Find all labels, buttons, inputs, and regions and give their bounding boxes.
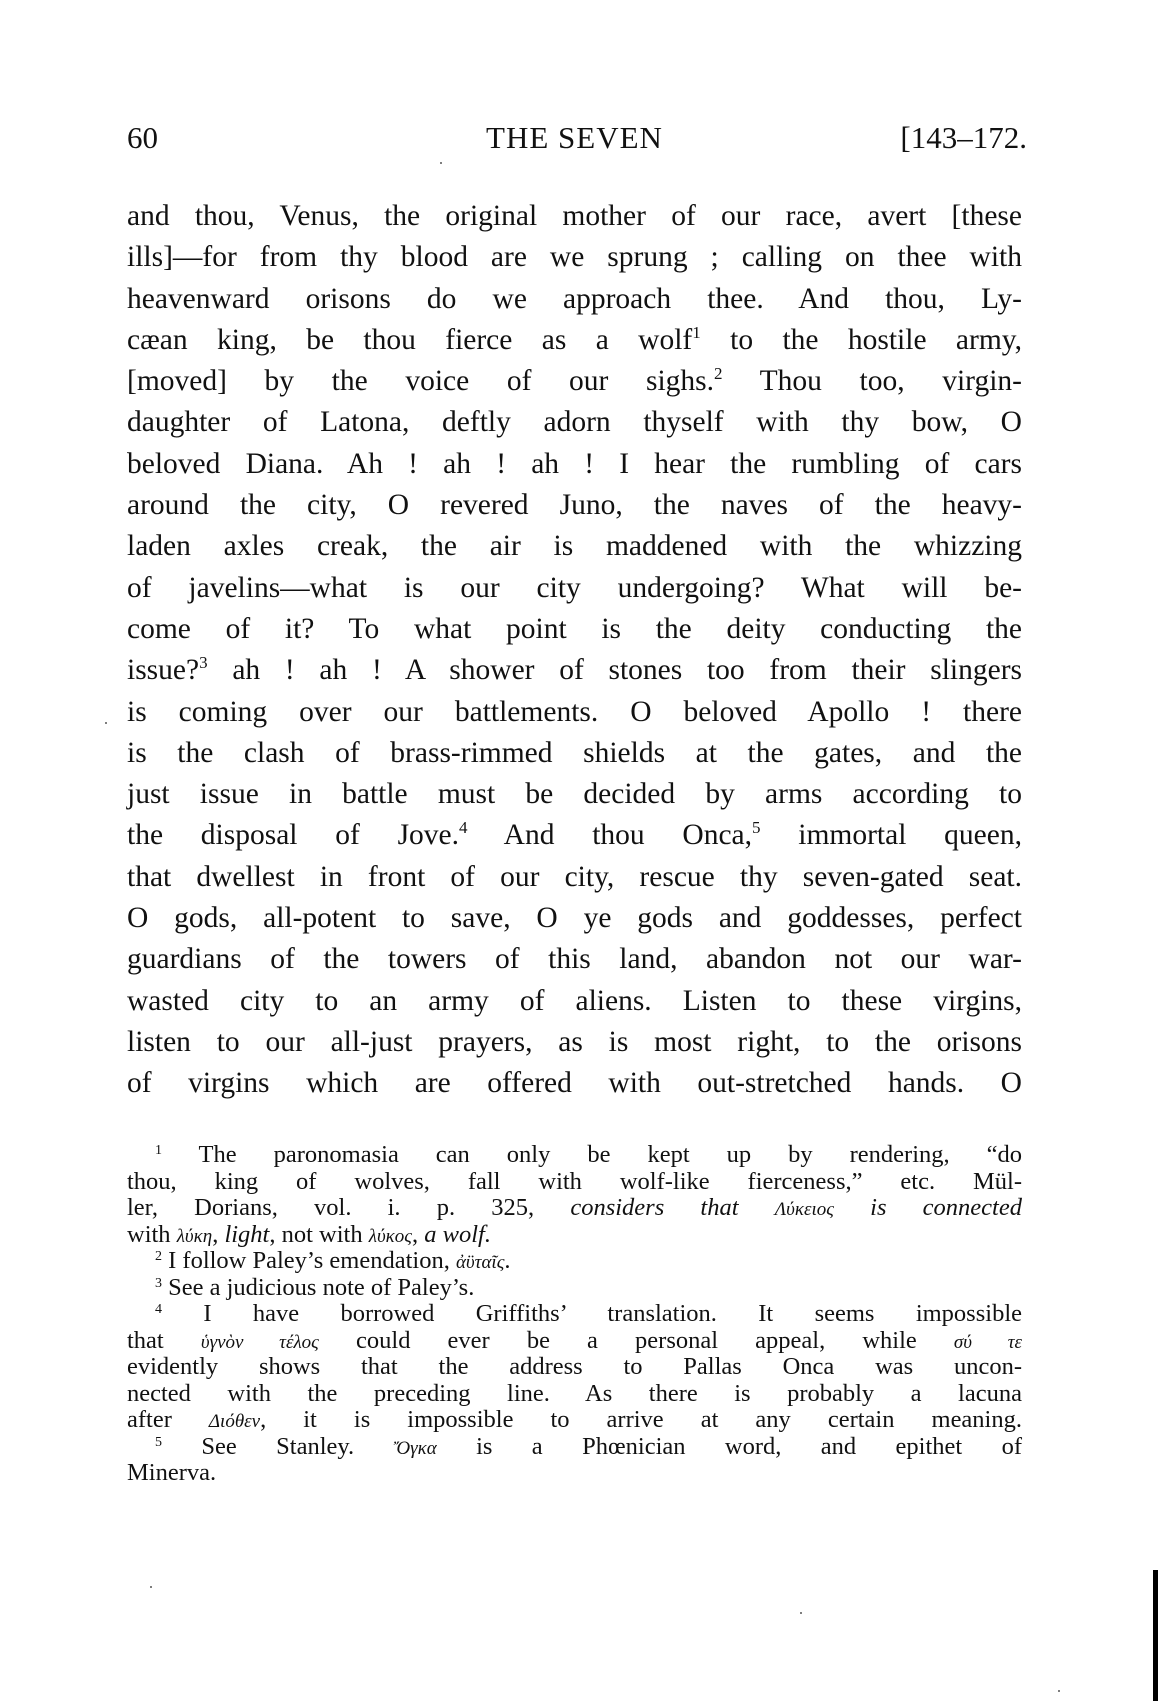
footnote-4-line: after Διόθεν, it is impossible to arrive at any certain meaning.: [127, 1406, 1022, 1433]
text-line: and thou, Venus, the original mother of our race, avert [these: [127, 200, 1022, 232]
footnote-ref[interactable]: 1: [692, 322, 701, 342]
footnote-4-line: evidently shows that the address to Pallas Onca was uncon-: [127, 1353, 1022, 1380]
main-text: [127, 196, 1022, 1105]
text-line: the disposal of Jove.$^4$ And thou Onca,$^5$ immortal queen,: [127, 818, 1022, 852]
footnote-3: $^3$ See a judicious note of Paley’s.: [155, 1273, 475, 1301]
footnote-ref[interactable]: 3: [199, 653, 208, 673]
line-range: [143–172.: [900, 120, 1027, 155]
text-line: guardians of the towers of this land, abandon not our war-: [127, 943, 1022, 976]
text-line: issue?$^3$ ah ! ah ! A shower of stones too from their slingers: [127, 653, 1022, 687]
text-line: of javelins—what is our city undergoing? What will be-: [127, 571, 1022, 604]
scan-speck: [1058, 1690, 1060, 1692]
footnote-2: $^2$ I follow Paley’s emendation, ἀϋταῖς.: [155, 1247, 511, 1274]
text-line: cæan king, be thou fierce as a wolf$^1$ to the hostile army,: [127, 322, 1022, 356]
text-line: ills]—for from thy blood are we sprung ; calling on thee with: [127, 241, 1022, 274]
text-line: just issue in battle must be decided by arms according to: [127, 778, 1022, 811]
running-header: [127, 118, 1027, 158]
scan-edge-bar: [1153, 1570, 1158, 1701]
footnote-5-line: Minerva.: [127, 1459, 217, 1486]
text-line: O gods, all-potent to save, O ye gods and goddesses, perfect: [127, 902, 1022, 935]
text-line: [moved] by the voice of our sighs.$^2$ Thou too, virgin-: [127, 364, 1022, 398]
scan-speck: [800, 1612, 802, 1614]
scan-speck: [105, 722, 107, 724]
text-line: heavenward orisons do we approach thee. And thou, Ly-: [127, 282, 1022, 315]
footnotes: [127, 1142, 1022, 1487]
text-line: around the city, O revered Juno, the naves of the heavy-: [127, 489, 1022, 522]
text-line: is coming over our battlements. O beloved Apollo ! there: [127, 695, 1022, 728]
footnote-ref[interactable]: 5: [752, 818, 761, 838]
footnote-4-line: nected with the preceding line. As there is probably a lacuna: [127, 1379, 1022, 1407]
page-number: 60: [127, 120, 158, 155]
text-line: of virgins which are offered with out-stretched hands. O: [127, 1067, 1022, 1100]
text-line: listen to our all-just prayers, as is most right, to the orisons: [127, 1025, 1022, 1058]
text-line: daughter of Latona, deftly adorn thyself with thy bow, O: [127, 406, 1022, 439]
running-title: THE SEVEN: [486, 120, 663, 155]
text-line: laden axles creak, the air is maddened with the whizzing: [127, 530, 1022, 563]
footnote-1: $^1$ The paronomasia can only be kept up by rendering, “do: [155, 1141, 1022, 1168]
footnote-4: $^4$ I have borrowed Griffiths’ translation. It seems impossible: [155, 1300, 1022, 1327]
text-line: beloved Diana. Ah ! ah ! ah ! I hear the rumbling of cars: [127, 447, 1022, 480]
text-line: wasted city to an army of aliens. Listen to these virgins,: [127, 984, 1022, 1017]
footnote-1-line: with λύκη, light, not with λύκος, a wolf.: [127, 1220, 491, 1248]
footnote-ref[interactable]: 4: [459, 818, 468, 838]
scan-speck: [440, 162, 442, 164]
text-line: is the clash of brass-rimmed shields at the gates, and the: [127, 736, 1022, 769]
text-line: come of it? To what point is the deity conducting the: [127, 612, 1022, 645]
footnote-5: $^5$ See Stanley. Ὄγκα is a Phœnician word, and epithet of: [155, 1432, 1022, 1460]
footnote-1-line: ler, Dorians, vol. i. p. 325, considers that Λύκειος is connected: [127, 1194, 1022, 1221]
footnote-1-line: thou, king of wolves, fall with wolf-like fierceness,” etc. Mül-: [127, 1167, 1022, 1195]
footnote-4-line: that ὑγνὸν τέλος could ever be a personal appeal, while σύ τε: [127, 1326, 1022, 1354]
footnote-ref[interactable]: 2: [714, 364, 723, 384]
scan-speck: [150, 1586, 152, 1588]
text-line: that dwellest in front of our city, rescue thy seven-gated seat.: [127, 860, 1022, 893]
